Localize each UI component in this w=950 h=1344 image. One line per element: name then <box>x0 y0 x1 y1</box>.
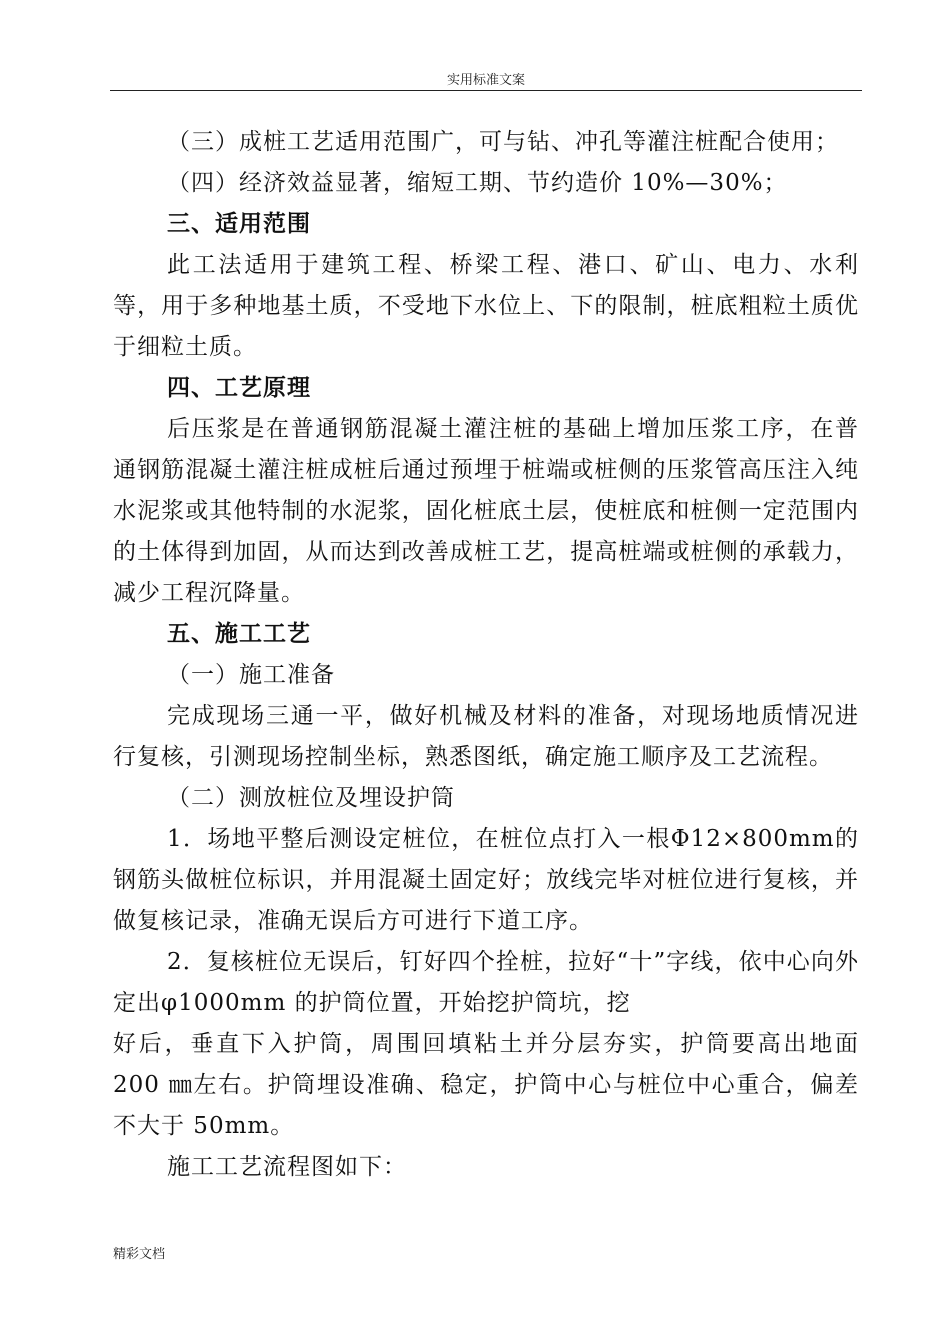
paragraph-scope: 此工法适用于建筑工程、桥梁工程、港口、矿山、电力、水利等，用于多种地基土质，不受地下水位上、下的限制，桩底粗粒土质优于细粒土质。 <box>113 252 859 360</box>
paragraph-step-2-continued: 好后，垂直下入护筒，周围回填粘土并分层夯实，护筒要高出地面 200 ㎜左右。护筒埋设准确、稳定，护筒中心与桩位中心重合，偏差不大于 50mm。 <box>113 1031 859 1139</box>
paragraph-item-4: （四）经济效益显著，缩短工期、节约造价 10%—30%； <box>167 170 788 196</box>
paragraph-flowchart-intro: 施工工艺流程图如下： <box>167 1154 407 1180</box>
header-divider <box>110 90 862 91</box>
section-heading-principle: 四、工艺原理 <box>167 375 311 401</box>
paragraph-step-2: 2．复核桩位无误后，钉好四个拴桩，拉好“十”字线，依中心向外定出φ1000mm 的护筒位置，开始挖护筒坑，挖 <box>113 949 859 1016</box>
subheading-preparation: （一）施工准备 <box>167 662 335 688</box>
section-heading-scope: 三、适用范围 <box>167 211 311 237</box>
subheading-pile-position: （二）测放桩位及埋设护筒 <box>167 785 455 811</box>
paragraph-principle: 后压浆是在普通钢筋混凝土灌注桩的基础上增加压浆工序，在普通钢筋混凝土灌注桩成桩后通过预埋于桩端或桩侧的压浆管高压注入纯水泥浆或其他特制的水泥浆，固化桩底土层，使桩底和桩侧一定范围内的土体得到加固，从而达到改善成桩工艺，提高桩端或桩侧的承载力，减少工程沉降量。 <box>113 416 859 606</box>
page-header: 实用标准文案 <box>446 73 525 88</box>
page-footer: 精彩文档 <box>113 1247 166 1262</box>
paragraph-item-3: （三）成桩工艺适用范围广，可与钻、冲孔等灌注桩配合使用； <box>167 129 839 155</box>
paragraph-step-1: 1．场地平整后测设定桩位，在桩位点打入一根Φ12×800mm的钢筋头做桩位标识，并用混凝土固定好；放线完毕对桩位进行复核，并做复核记录，准确无误后方可进行下道工序。 <box>113 826 859 934</box>
document-body <box>113 122 859 1188</box>
paragraph-preparation: 完成现场三通一平，做好机械及材料的准备，对现场地质情况进行复核，引测现场控制坐标，熟悉图纸，确定施工顺序及工艺流程。 <box>113 703 859 770</box>
section-heading-process: 五、施工工艺 <box>167 621 311 647</box>
